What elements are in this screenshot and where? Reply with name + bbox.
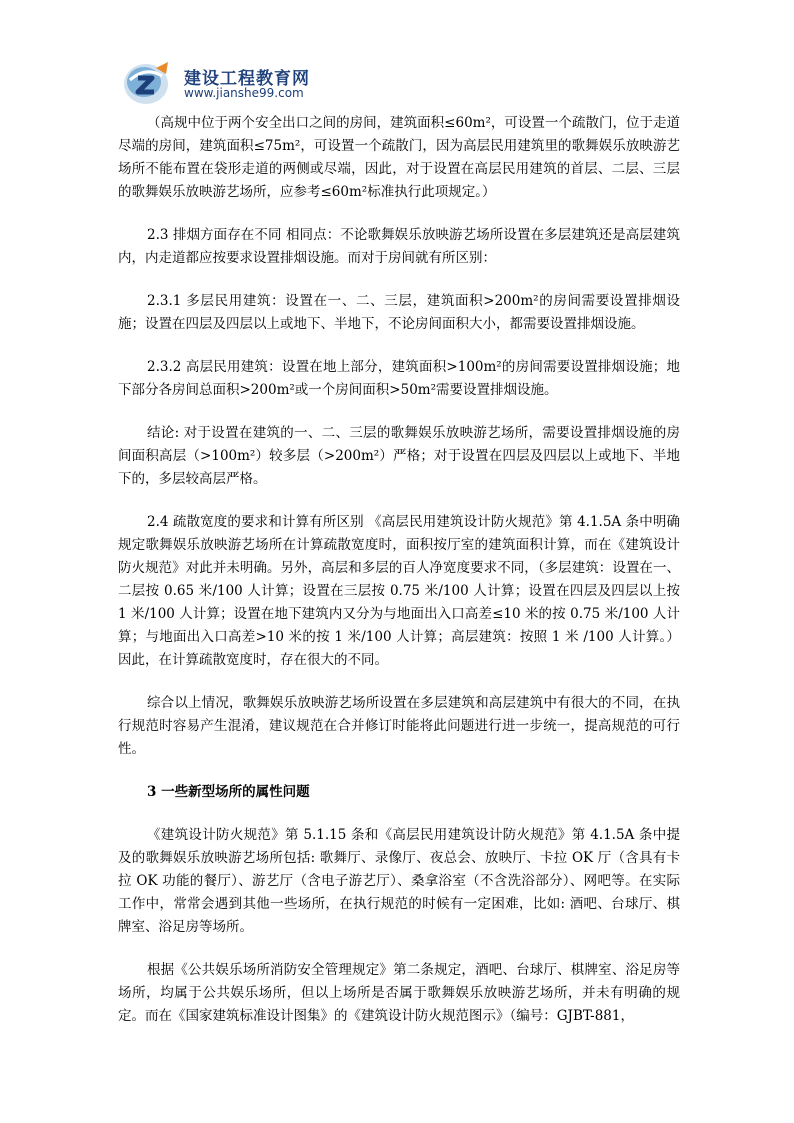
paragraph-3-1: 《建筑设计防火规范》第 5.1.15 条和《高层民用建筑设计防火规范》第 4.1.5A 条中提及的歌舞娱乐放映游艺场所包括: 歌舞厅、录像厅、夜总会、放映厅、卡拉 OK 厅（含具有卡拉 OK 功能的餐厅）、游艺厅（含电子游艺厅）、桑拿浴室（不含洗浴部分）、网吧等。在实际工作中，常常会遇到其他一些场所，在执行规范的时候有一定困难，比如: 酒吧、台球厅、棋牌室、浴足房等场所。 <box>118 827 680 935</box>
logo-url: www.jianshe99.com <box>184 86 304 100</box>
paragraph-3-2: 根据《公共娱乐场所消防安全管理规定》第二条规定，酒吧、台球厅、棋牌室、浴足房等场所，均属于公共娱乐场所，但以上场所是否属于歌舞娱乐放映游艺场所，并未有明确的规定。而在《国家建筑标准设计图集》的《建筑设计防火规范图示》（编号：GJBT-881， <box>118 962 680 1024</box>
paragraph-conclusion: 结论: 对于设置在建筑的一、二、三层的歌舞娱乐放映游艺场所，需要设置排烟设施的房间面积高层（>100m²）较多层（>200m²）严格；对于设置在四层及四层以上或地下、半地下的，多层较高层严格。 <box>118 425 680 487</box>
section-heading-3: 3 一些新型场所的属性问题 <box>147 784 310 800</box>
logo-globe-icon <box>122 58 178 106</box>
paragraph-2-3-2: 2.3.2 高层民用建筑：设置在地上部分，建筑面积>100m²的房间需要设置排烟设施；地下部分各房间总面积>200m²或一个房间面积>50m²需要设置排烟设施。 <box>118 359 680 398</box>
logo-title: 建设工程教育网 <box>184 69 310 89</box>
paragraph-summary: 综合以上情况，歌舞娱乐放映游艺场所设置在多层建筑和高层建筑中有很大的不同，在执行规范时容易产生混淆，建议规范在合并修订时能将此问题进行进一步统一，提高规范的可行性。 <box>118 695 680 757</box>
paragraph-2-3-1: 2.3.1 多层民用建筑：设置在一、二、三层，建筑面积>200m²的房间需要设置排烟设施；设置在四层及四层以上或地下、半地下，不论房间面积大小，都需要设置排烟设施。 <box>118 293 680 332</box>
paragraph-2-4: 2.4 疏散宽度的要求和计算有所区别 《高层民用建筑设计防火规范》第 4.1.5A 条中明确规定歌舞娱乐放映游艺场所在计算疏散宽度时，面积按厅室的建筑面积计算，而在《建筑设计防火规范》对此并未明确。另外，高层和多层的百人净宽度要求不同，（多层建筑：设置在一、二层按 0.65 米/100 人计算；设置在三层按 0.75 米/100 人计算；设置在四层及四层以上按 1 米/100 人计算；设置在地下建筑内又分为与地面出入口高差≤10 米的按 0.75 米/100 人计算；与地面出入口高差>10 米的按 1 米/100 人计算；高层建筑：按照 1 米 /100 人计算。）因此，在计算疏散宽度时，存在很大的不同。 <box>118 514 680 668</box>
paragraph-2-3: 2.3 排烟方面存在不同 相同点：不论歌舞娱乐放映游艺场所设置在多层建筑还是高层建筑内，内走道都应按要求设置排烟设施。而对于房间就有所区别： <box>118 227 680 266</box>
site-logo <box>122 58 322 108</box>
document-body <box>118 112 680 1048</box>
paragraph-note: （高规中位于两个安全出口之间的房间，建筑面积≤60m²，可设置一个疏散门，位于走道尽端的房间，建筑面积≤75m²，可设置一个疏散门，因为高层民用建筑里的歌舞娱乐放映游艺场所不能布置在袋形走道的两侧或尽端，因此，对于设置在高层民用建筑的首层、二层、三层的歌舞娱乐放映游艺场所，应参考≤60m²标准执行此项规定。） <box>118 115 680 200</box>
